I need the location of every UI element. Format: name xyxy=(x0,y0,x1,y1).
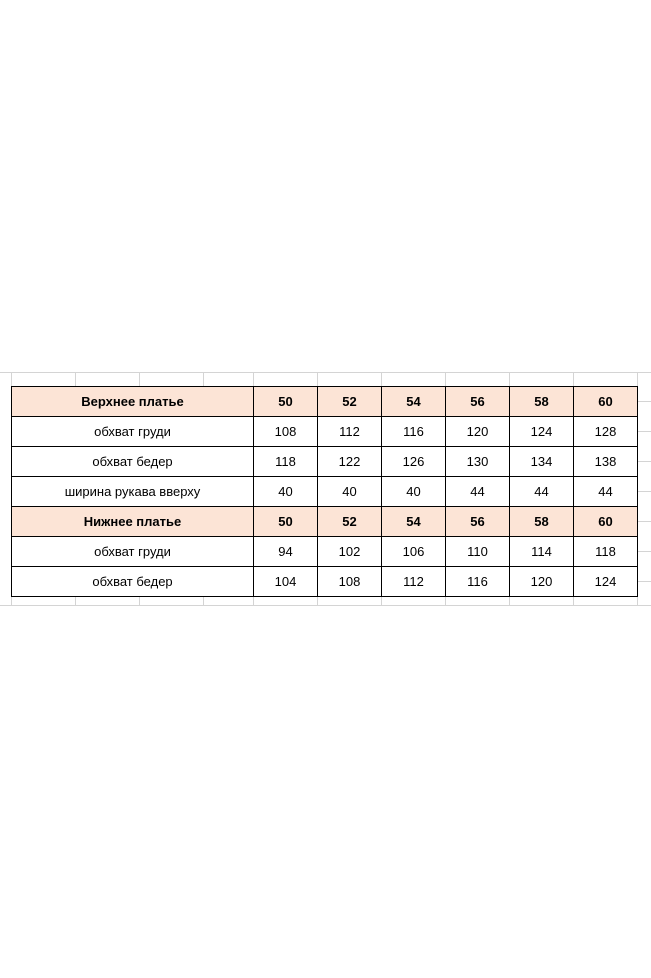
value-cell: 102 xyxy=(318,537,382,567)
row-label: обхват груди xyxy=(12,417,254,447)
value-cell: 106 xyxy=(382,537,446,567)
value-cell: 108 xyxy=(318,567,382,597)
value-cell: 124 xyxy=(510,417,574,447)
table-row xyxy=(12,567,638,597)
value-cell: 126 xyxy=(382,447,446,477)
row-label: обхват груди xyxy=(12,537,254,567)
row-label: ширина рукава вверху xyxy=(12,477,254,507)
value-cell: 130 xyxy=(446,447,510,477)
value-cell: 114 xyxy=(510,537,574,567)
size-table xyxy=(11,386,638,597)
value-cell: 112 xyxy=(318,417,382,447)
section-title-lower-dress: Нижнее платье xyxy=(12,507,254,537)
value-cell: 138 xyxy=(574,447,638,477)
size-cell: 58 xyxy=(510,387,574,417)
table-row xyxy=(12,537,638,567)
value-cell: 118 xyxy=(254,447,318,477)
value-cell: 116 xyxy=(446,567,510,597)
value-cell: 124 xyxy=(574,567,638,597)
value-cell: 120 xyxy=(446,417,510,447)
value-cell: 104 xyxy=(254,567,318,597)
value-cell: 40 xyxy=(254,477,318,507)
size-cell: 50 xyxy=(254,507,318,537)
size-cell: 60 xyxy=(574,507,638,537)
table-header-row xyxy=(12,387,638,417)
value-cell: 122 xyxy=(318,447,382,477)
size-cell: 54 xyxy=(382,387,446,417)
size-cell: 52 xyxy=(318,507,382,537)
value-cell: 40 xyxy=(382,477,446,507)
table-header-row xyxy=(12,507,638,537)
size-cell: 56 xyxy=(446,387,510,417)
size-cell: 54 xyxy=(382,507,446,537)
value-cell: 116 xyxy=(382,417,446,447)
value-cell: 44 xyxy=(574,477,638,507)
table-row xyxy=(12,417,638,447)
value-cell: 44 xyxy=(510,477,574,507)
value-cell: 118 xyxy=(574,537,638,567)
size-cell: 56 xyxy=(446,507,510,537)
size-cell: 50 xyxy=(254,387,318,417)
value-cell: 44 xyxy=(446,477,510,507)
section-title-upper-dress: Верхнее платье xyxy=(12,387,254,417)
value-cell: 134 xyxy=(510,447,574,477)
size-cell: 58 xyxy=(510,507,574,537)
value-cell: 40 xyxy=(318,477,382,507)
row-label: обхват бедер xyxy=(12,567,254,597)
value-cell: 110 xyxy=(446,537,510,567)
size-cell: 52 xyxy=(318,387,382,417)
value-cell: 112 xyxy=(382,567,446,597)
value-cell: 128 xyxy=(574,417,638,447)
table-row xyxy=(12,477,638,507)
value-cell: 108 xyxy=(254,417,318,447)
value-cell: 94 xyxy=(254,537,318,567)
value-cell: 120 xyxy=(510,567,574,597)
table-row xyxy=(12,447,638,477)
size-cell: 60 xyxy=(574,387,638,417)
row-label: обхват бедер xyxy=(12,447,254,477)
